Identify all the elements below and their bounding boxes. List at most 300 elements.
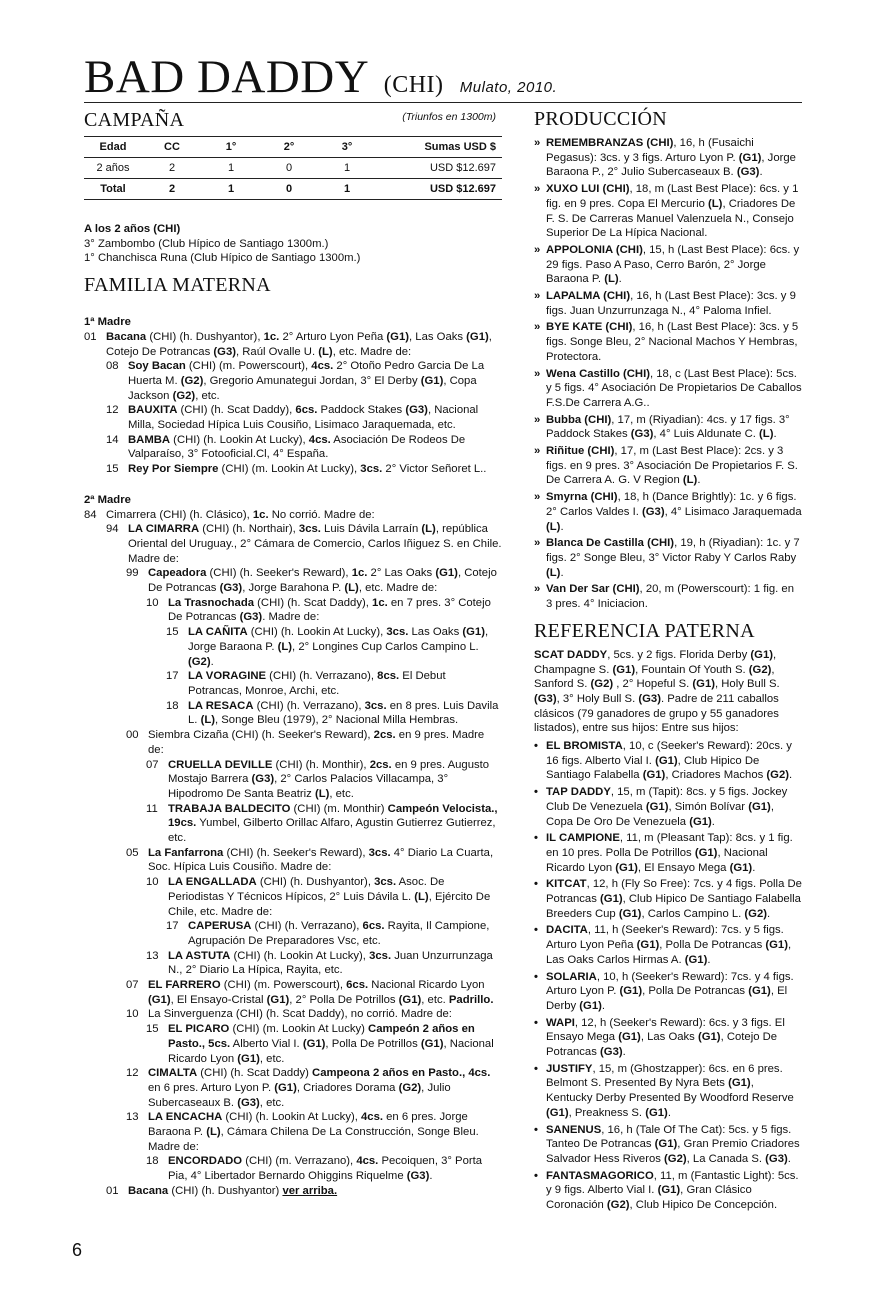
- triunfos-note: (Triunfos en 1300m): [402, 111, 496, 123]
- text-span: , 17, m (Riyadian): 4cs. y 17 figs. 3° Paddock Stakes: [546, 413, 790, 441]
- text-span: , Polla De Potrancas: [659, 939, 766, 952]
- text-span: , Copa Jackson: [128, 374, 477, 402]
- horse-name: APPOLONIA (CHI): [546, 243, 643, 256]
- text-span: .: [618, 273, 622, 286]
- offspring-item: [534, 1016, 802, 1060]
- text-bold: 3cs.: [360, 463, 383, 476]
- campana-detail: [84, 222, 502, 266]
- offspring-item: [534, 1123, 802, 1167]
- age-heading: A los 2 años (CHI): [84, 223, 181, 235]
- grade-badge: (G1): [615, 861, 638, 874]
- horse-name: REMEMBRANZAS (CHI): [546, 137, 674, 149]
- text-span: Cimarrera (CHI) (h. Clásico),: [106, 508, 253, 521]
- table-cell: 1: [227, 161, 235, 174]
- text-span: , 20, m (Powerscourt): 1 fig. en 3 pres. 4° Iniciacion.: [546, 583, 794, 611]
- text-span: .: [787, 1153, 791, 1165]
- madre1-children: [84, 359, 502, 477]
- entry-year: 08: [106, 360, 119, 373]
- production-text: [546, 289, 802, 318]
- text-span: , Jorge Baraona P., 2° Julio Subercaseaux B.: [546, 151, 796, 179]
- production-item: [534, 490, 802, 534]
- ver-arriba-link[interactable]: ver arriba.: [282, 1184, 338, 1197]
- text-span: , Gran Clásico Coronación: [546, 1184, 752, 1212]
- text-span: , El Ensayo Mega: [637, 861, 730, 874]
- text-span: , Las Oaks Carlos Hirmas A.: [546, 939, 792, 966]
- production-item: [534, 182, 802, 241]
- horse-name: Smyrna (CHI): [546, 491, 618, 504]
- campana-table: [84, 136, 502, 200]
- horse-name: IL CAMPIONE: [546, 832, 620, 845]
- text-span: .: [752, 861, 756, 874]
- production-item: [534, 289, 802, 318]
- text-span: , Polla De Potrancas: [642, 985, 749, 998]
- referencia-list: [534, 739, 802, 1213]
- grade-badge: (G1): [654, 1138, 678, 1151]
- horse-name: XUXO LUI (CHI): [546, 183, 630, 196]
- col-cc: CC: [142, 137, 202, 158]
- bullet-icon: •: [534, 1123, 538, 1136]
- text-span: , etc. Madre de:: [332, 345, 412, 358]
- sire-name: SCAT DADDY: [534, 648, 608, 661]
- entry-text: [128, 403, 502, 432]
- table-row: [84, 158, 502, 179]
- horse-name: BAUXITA: [128, 404, 178, 417]
- grade-badge: (G3): [638, 692, 661, 705]
- text-span: .: [601, 999, 606, 1012]
- arrow-bullet-icon: »: [534, 367, 541, 380]
- entry-year: 15: [106, 463, 119, 476]
- text-span: , Las Oaks: [409, 330, 467, 343]
- arrow-bullet-icon: »: [534, 445, 541, 458]
- text-span: (CHI) (m. Powerscourt),: [185, 360, 312, 373]
- table-cell: USD $12.697: [376, 179, 502, 200]
- grade-badge: (G1): [692, 678, 715, 691]
- text-span: .: [697, 474, 701, 487]
- production-text: [546, 136, 802, 180]
- grade-badge: (G1): [655, 754, 678, 767]
- grade-badge: (G1): [612, 663, 636, 676]
- text-bold: (L): [759, 428, 774, 441]
- text-span: , Club Hipico De Santiago Falabella: [546, 754, 760, 782]
- col-first: 1°: [202, 137, 260, 158]
- arrow-bullet-icon: »: [534, 537, 541, 550]
- text-bold: (G3): [641, 505, 665, 518]
- grade-badge: (G1): [645, 800, 669, 813]
- grade-badge: (G1): [600, 893, 623, 906]
- grade-badge: (G1): [618, 1031, 641, 1044]
- table-cell: 0: [285, 161, 293, 174]
- text-span: , Preakness S.: [568, 1106, 646, 1119]
- grade-badge: (G1): [765, 939, 788, 952]
- horse-name: TAP DADDY: [546, 786, 611, 799]
- text-bold: (L): [682, 474, 698, 487]
- text-span: , 4° Luis Aldunate C.: [653, 428, 760, 441]
- offspring-text: [546, 785, 802, 829]
- descendant-entry: [106, 433, 502, 462]
- production-text: [546, 490, 802, 534]
- horse-country: (CHI): [383, 72, 444, 98]
- text-span: Asociación De Rodeos De Valparaíso, 3° Fotooficial.Cl, 4° España.: [128, 433, 466, 461]
- horse-name: Wena Castillo (CHI): [546, 367, 650, 380]
- text-span: , 4° Lisimaco Jaraquemada: [664, 505, 802, 518]
- text-span: Paddock Stakes: [317, 404, 406, 417]
- production-text: [546, 182, 802, 241]
- page-number: 6: [72, 1240, 83, 1260]
- horse-name: Van Der Sar (CHI): [546, 583, 640, 596]
- production-item: [534, 413, 802, 442]
- grade-badge: (G1): [728, 1077, 751, 1090]
- descendant-entry: 11 TRABAJA BALDECITO (CHI) (m. Monthir) Campeón Velocista., 19cs. Yumbel, Gilberto Orillac Alfaro, Agustin Gutierrez Gutierrez, etc.: [146, 802, 498, 845]
- table-cell: USD $12.697: [429, 161, 496, 174]
- text-span: , 18, h (Dance Brightly): 1c. y 6 figs. 2° Carlos Valdes I.: [546, 491, 797, 518]
- campana-header: [84, 106, 502, 136]
- text-span: , 19, h (Riyadian): 1c. y 7 figs. 2° Songe Bleu, 3° Victor Raby Y Carlos Raby: [546, 537, 800, 564]
- text-span: 2° Arturo Lyon Peña: [279, 330, 387, 343]
- text-span: , Holy Bull S.: [715, 678, 780, 691]
- arrow-bullet-icon: »: [534, 583, 541, 596]
- grade-badge: (G1): [546, 1106, 569, 1119]
- race-line: 3° Zambombo (Club Hípico de Santiago 1300m.): [84, 237, 329, 250]
- table-cell: 2 años: [96, 161, 130, 174]
- table-cell: 0: [260, 179, 318, 200]
- text-span: , 5cs. y 2 figs. Florida Derby: [607, 648, 751, 661]
- horse-subtitle: Mulato, 2010.: [459, 79, 558, 96]
- text-span: .: [711, 815, 715, 828]
- text-bold: (L): [546, 566, 561, 579]
- text-span: , 10, h (Seeker's Reward): 7cs. y 4 figs. Arturo Lyon P.: [546, 970, 794, 998]
- text-span: (CHI) (h. Scat Daddy),: [177, 404, 296, 417]
- horse-name: EL BROMISTA: [546, 740, 623, 753]
- text-span: , Raúl Ovalle U.: [236, 345, 319, 358]
- entry-text: [128, 359, 502, 403]
- text-bold: 6cs.: [295, 404, 318, 417]
- grade-badge: (G1): [657, 1184, 681, 1197]
- offspring-text: [546, 970, 802, 1014]
- horse-name: Soy Bacan: [128, 360, 186, 373]
- grade-badge: (G1): [689, 815, 712, 828]
- sire-summary: [534, 649, 780, 735]
- bullet-icon: •: [534, 970, 538, 983]
- text-bold: 1c.: [252, 508, 269, 521]
- text-bold: (G1): [466, 330, 489, 343]
- grade-badge: (G1): [729, 861, 753, 874]
- text-span: .: [560, 566, 564, 579]
- text-span: , Nacional Ricardo Lyon: [546, 846, 768, 874]
- horse-title: [84, 52, 557, 113]
- text-span: , Club Hipico De Santiago Falabella Breeders Cup: [546, 893, 801, 920]
- descendant-entry: 17 LA VORAGINE (CHI) (h. Verrazano), 8cs. El Debut Potrancas, Monroe, Archi, etc.: [166, 670, 446, 697]
- text-span: , Sanford S.: [534, 663, 775, 691]
- offspring-item: [534, 739, 802, 783]
- text-span: , Fountain Of Youth S.: [635, 663, 749, 676]
- horse-name: DACITA: [546, 924, 588, 937]
- text-bold: 4cs.: [308, 433, 331, 446]
- text-span: , Criadores De F. S. De Carreras Manuel Valenzuela N., Consejo Superior De La Hípica Nacional.: [546, 197, 796, 240]
- grade-badge: (G1): [619, 985, 643, 998]
- entry-year: 01: [84, 330, 97, 343]
- text-span: .: [759, 166, 763, 179]
- descendant-entry: 99 Capeadora (CHI) (h. Seeker's Reward), 1c. 2° Las Oaks (G1), Cotejo De Potrancas (G3), Jorge Barahona P. (L), etc. Madre de:: [126, 567, 497, 595]
- entry-text: [106, 508, 502, 523]
- grade-badge: (G1): [636, 939, 660, 952]
- page-header: [84, 52, 802, 103]
- grade-badge: (G1): [618, 907, 642, 920]
- table-cell: 1: [343, 161, 351, 174]
- text-span: , 11, h (Seeker's Reward): 7cs. y 5 figs. Arturo Lyon Peña: [546, 924, 784, 952]
- production-item: [534, 367, 802, 411]
- horse-name: JUSTIFY: [546, 1062, 593, 1075]
- offspring-item: [534, 1169, 802, 1213]
- bullet-icon: •: [534, 1016, 538, 1029]
- production-item: [534, 536, 802, 580]
- text-span: . Padre de 211 caballos clásicos (79 ganadores de grupo y 55 ganadores listados), entre sus hijos: Entre sus hijos:: [534, 692, 779, 735]
- table-cell: 1: [318, 179, 376, 200]
- descendant-entry: [106, 359, 502, 403]
- offspring-item: [534, 831, 802, 875]
- text-span: , 2° Hopeful S.: [613, 678, 693, 691]
- madre2-entry: [84, 508, 502, 523]
- text-span: , 18, c (Last Best Place): 5cs. y 5 figs. 4° Asociación De Propietarios De Caballos F.S.De Carrera A.G..: [546, 367, 802, 409]
- col-second: 2°: [260, 137, 318, 158]
- production-text: [546, 582, 802, 611]
- arrow-bullet-icon: »: [534, 321, 541, 334]
- text-span: 2° Victor Señoret L..: [382, 463, 487, 476]
- grade-badge: (G2): [766, 769, 790, 782]
- offspring-text: [546, 923, 802, 967]
- grade-badge: (G1): [748, 985, 771, 998]
- text-span: , Las Oaks: [640, 1031, 698, 1044]
- horse-name: SANENUS: [546, 1123, 602, 1136]
- bullet-icon: •: [534, 1169, 538, 1182]
- grade-badge: (G3): [765, 1153, 788, 1165]
- text-span: , El Derby: [546, 985, 788, 1012]
- horse-name: LAPALMA (CHI): [546, 290, 631, 303]
- horse-name: BYE KATE (CHI): [546, 321, 633, 334]
- bullet-icon: •: [534, 832, 538, 845]
- horse-name: Riñitue (CHI): [546, 445, 615, 458]
- text-span: , La Canada S.: [686, 1153, 766, 1165]
- arrow-bullet-icon: »: [534, 290, 541, 303]
- table-cell: 2: [142, 179, 202, 200]
- text-span: .: [667, 1106, 671, 1119]
- left-column: [84, 106, 502, 1199]
- text-span: , Champagne S.: [534, 648, 777, 676]
- descendant-entry: 07 CRUELLA DEVILLE (CHI) (h. Monthir), 2cs. en 9 pres. Augusto Mostajo Barrera (G3), 2° Carlos Palacios Villacampa, 3° Hipodromo De Santa Beatriz (L), etc.: [146, 758, 490, 800]
- table-cell: 2: [168, 161, 176, 174]
- text-bold: (L): [708, 197, 723, 210]
- text-bold: (L): [546, 520, 561, 533]
- horse-name: KITCAT: [546, 878, 587, 891]
- production-text: [546, 243, 802, 287]
- col-third: 3°: [318, 137, 376, 158]
- campana-title: CAMPAÑA: [84, 109, 185, 131]
- text-span: .: [789, 769, 793, 782]
- horse-name: Rey Por Siempre: [128, 463, 219, 476]
- text-span: .: [767, 907, 771, 920]
- production-text: [546, 320, 802, 364]
- text-span: , 10, c (Seeker's Reward): 20cs. y 16 figs. Alberto Vial I.: [546, 740, 792, 767]
- text-span: , Criadores Machos: [665, 769, 767, 782]
- descendant-entry: 01 Bacana (CHI) (h. Dushyantor) ver arriba.: [106, 1184, 338, 1197]
- offspring-item: [534, 923, 802, 967]
- descendant-entry: 94 LA CIMARRA (CHI) (h. Northair), 3cs. Luis Dávila Larraín (L), república Oriental del Uruguay., 2° Cámara de Comercio, Carlos Iñiguez S. en Chile. Madre de:: [106, 523, 502, 565]
- horse-name: Bubba (CHI): [546, 413, 612, 426]
- grade-badge: (G2): [606, 1199, 630, 1212]
- descendant-entry: 05 La Fanfarrona (CHI) (h. Seeker's Reward), 3cs. 4° Diario La Cuarta, Soc. Hípica Luis Cousiño. Madre de:: [126, 846, 494, 874]
- text-span: , Club Hipico De Concepción.: [629, 1199, 778, 1212]
- madre2-heading: 2ª Madre: [84, 493, 131, 506]
- text-span: , 12, h (Fly So Free): 7cs. y 4 figs. Polla De Potrancas: [546, 878, 802, 906]
- text-span: , Copa De Oro De Venezuela: [546, 800, 774, 828]
- text-span: , Gregorio Amunategui Jordan, 3° El Derby: [203, 374, 421, 387]
- production-text: [546, 413, 802, 442]
- col-edad: Edad: [84, 137, 142, 158]
- text-bold: (G3): [213, 345, 236, 358]
- grade-badge: (G2): [590, 678, 614, 691]
- horse-name: Blanca De Castilla (CHI): [546, 537, 675, 550]
- descendant-entry: 07 EL FARRERO (CHI) (m. Powerscourt), 6cs. Nacional Ricardo Lyon (G1), El Ensayo-Cristal (G1), 2° Polla De Potrillos (G1), etc. Padrillo.: [126, 979, 494, 1006]
- entry-year: 12: [106, 404, 119, 417]
- descendant-entry: 18 LA RESACA (CHI) (h. Verrazano), 3cs. en 8 pres. Luis Davila L. (L), Songe Bleu (1979), 2° Nacional Milla Hembras.: [166, 699, 499, 727]
- production-text: [546, 367, 802, 411]
- referencia-intro: [534, 648, 802, 736]
- grade-badge: (G1): [697, 1031, 721, 1044]
- text-span: (CHI) (m. Lookin At Lucky),: [218, 463, 361, 476]
- bullet-icon: •: [534, 786, 538, 799]
- text-bold: (G3): [736, 166, 760, 179]
- offspring-item: [534, 877, 802, 921]
- table-header-row: [84, 137, 502, 158]
- text-bold: (G1): [386, 330, 410, 343]
- horse-name: SOLARIA: [546, 970, 597, 983]
- table-cell: 1: [202, 179, 260, 200]
- descendant-entry: 17 CAPERUSA (CHI) (h. Verrazano), 6cs. Rayita, Il Campione, Agrupación De Preparadores Vsc, etc.: [166, 920, 490, 947]
- text-bold: (G1): [738, 151, 762, 164]
- referencia-title: REFERENCIA PATERNA: [534, 619, 755, 642]
- grade-badge: (G1): [645, 1106, 668, 1119]
- arrow-bullet-icon: »: [534, 137, 541, 149]
- grade-badge: (G1): [579, 999, 602, 1012]
- production-item: [534, 243, 802, 287]
- descendant-entry: 13 LA ASTUTA (CHI) (h. Lookin At Lucky), 3cs. Juan Unzurrunzaga N., 2° Diario La Hípica, Rayita, etc.: [146, 949, 493, 977]
- text-span: (CHI) (h. Dushyantor),: [146, 330, 264, 343]
- text-span: , etc.: [195, 389, 220, 402]
- text-span: .: [773, 428, 777, 441]
- production-item: [534, 320, 802, 364]
- text-span: , Simón Bolívar: [668, 800, 749, 813]
- produccion-title: PRODUCCIÓN: [534, 108, 668, 130]
- text-span: , Cotejo De Potrancas: [106, 330, 492, 358]
- descendant-entry: 13 LA ENCACHA (CHI) (h. Lookin At Lucky), 4cs. en 6 pres. Jorge Baraona P. (L), Cámara Chilena De La Construcción, Songe Bleu. Madre de:: [126, 1111, 479, 1153]
- bullet-icon: •: [534, 878, 538, 891]
- text-span: , 12, h (Seeker's Reward): 6cs. y 3 figs. El Ensayo Mega: [546, 1016, 785, 1044]
- familia-title: FAMILIA MATERNA: [84, 274, 271, 297]
- grade-badge: (G2): [748, 663, 772, 676]
- entry-text: [106, 330, 502, 359]
- horse-name: BAD DADDY: [84, 51, 368, 103]
- bullet-icon: •: [534, 740, 538, 753]
- production-text: [546, 444, 802, 488]
- text-span: , 16, h (Last Best Place): 3cs. y 5 figs. Songe Bleu, 2° Nacional Machos Y Hembras, Protectora.: [546, 321, 799, 363]
- entry-year: 84: [84, 508, 97, 521]
- madre2-section: [84, 493, 502, 1199]
- offspring-text: [546, 1169, 802, 1213]
- production-item: [534, 444, 802, 488]
- grade-badge: (G1): [748, 800, 771, 813]
- offspring-item: [534, 785, 802, 829]
- text-bold: 1c.: [263, 330, 280, 343]
- bullet-icon: •: [534, 1062, 538, 1075]
- text-span: .: [560, 520, 564, 533]
- arrow-bullet-icon: »: [534, 491, 541, 504]
- descendant-entry: [106, 462, 502, 477]
- horse-name: BAMBA: [128, 433, 171, 446]
- madre1-entry: [84, 330, 502, 359]
- race-line: 1° Chanchisca Runa (Club Hípico de Santiago 1300m.): [84, 252, 361, 265]
- grade-badge: (G1): [694, 846, 718, 859]
- offspring-text: [546, 1016, 802, 1060]
- grade-badge: (G2): [744, 907, 768, 920]
- text-bold: (G1): [420, 374, 444, 387]
- grade-badge: (G2): [664, 1153, 687, 1165]
- text-span: , 11, m (Pleasant Tap): 8cs. y 1 fig. en 10 pres. Polla De Potrillos: [546, 832, 793, 859]
- text-span: , 15, h (Last Best Place): 6cs. y 29 figs. Paso A Paso, Cerro Barón, 2° Jorge Baraona P.: [546, 243, 800, 286]
- text-bold: (L): [604, 273, 619, 286]
- text-span: , Kentucky Derby Presented By Woodford Reserve: [546, 1077, 794, 1105]
- text-span: , Gran Premio Criadores Salvador Hess Riveros: [546, 1138, 800, 1165]
- descendant-entry: 10 LA ENGALLADA (CHI) (h. Dushyantor), 3cs. Asoc. De Periodistas Y Técnicos Hípicos, 2° Luis Dávila L. (L), Ejército De Chile, etc. Madre de:: [146, 876, 491, 918]
- text-span: , 3° Holy Bull S.: [556, 692, 639, 705]
- produccion-list: [534, 136, 802, 612]
- dam-name: Bacana: [106, 330, 147, 343]
- offspring-item: [534, 1062, 802, 1121]
- grade-badge: (G1): [750, 648, 773, 661]
- text-span: , Nacional Milla, Sociedad Hípica Luis Cousiño, Lisimaco Jaraquemada, etc.: [128, 404, 479, 432]
- offspring-text: [546, 831, 802, 875]
- production-item: [534, 136, 802, 180]
- descendant-entry: [106, 403, 502, 432]
- arrow-bullet-icon: »: [534, 413, 541, 426]
- right-column: [534, 106, 802, 1215]
- bullet-icon: •: [534, 924, 538, 937]
- arrow-bullet-icon: »: [534, 183, 541, 196]
- text-bold: (G2): [172, 389, 196, 402]
- text-span: , 15, m (Ghostzapper): 6cs. en 6 pres. Belmont S. Presented By Nyra Bets: [546, 1062, 783, 1090]
- text-span: .: [622, 1046, 626, 1059]
- grade-badge: (G3): [600, 1046, 623, 1059]
- text-span: , 18, m (Last Best Place): 6cs. y 1 fig. en 9 pres. Copa El Mercurio: [546, 183, 799, 210]
- horse-name: WAPI: [546, 1016, 575, 1029]
- descendant-entry: 15 LA CAÑITA (CHI) (h. Lookin At Lucky), 3cs. Las Oaks (G1), Jorge Baraona P. (L), 2° Longines Cup Carlos Campino L. (G2).: [166, 626, 489, 668]
- descendant-entry: 10 La Trasnochada (CHI) (h. Scat Daddy), 1c. en 7 pres. 3° Cotejo De Potrancas (G3). Madre de:: [146, 596, 491, 624]
- descendant-entry: 00 Siembra Cizaña (CHI) (h. Seeker's Reward), 2cs. en 9 pres. Madre de:: [126, 729, 485, 756]
- descendant-entry: 15 EL PICARO (CHI) (m. Lookin At Lucky) Campeón 2 años en Pasto., 5cs. Alberto Vial I. (G1), Polla De Potrillos (G1), Nacional Ricardo Lyon (G1), etc.: [146, 1023, 494, 1065]
- descendant-entry: 10 La Sinverguenza (CHI) (h. Scat Daddy), no corrió. Madre de:: [126, 1008, 452, 1021]
- text-span: , 16, h (Tale Of The Cat): 5cs. y 5 figs. Tanteo De Potrancas: [546, 1123, 792, 1151]
- descendant-entry: 18 ENCORDADO (CHI) (m. Verrazano), 4cs. Pecoiquen, 3° Porta Pia, 4° Libertador Bernardo Ohiggins Riquelme (G3).: [146, 1155, 483, 1183]
- production-text: [546, 536, 802, 580]
- entry-year: 14: [106, 433, 119, 446]
- madre1-section: [84, 315, 502, 477]
- offspring-text: [546, 1123, 802, 1167]
- text-span: .: [707, 953, 711, 966]
- descendant-entry: 12 CIMALTA (CHI) (h. Scat Daddy) Campeona 2 años en Pasto., 4cs. en 6 pres. Arturo Lyon P. (G1), Criadores Dorama (G2), Julio Subercaseaux B. (G3), etc.: [126, 1067, 491, 1109]
- text-bold: (L): [318, 345, 333, 358]
- text-span: , Carlos Campino L.: [641, 907, 745, 920]
- table-cell: Total: [84, 179, 142, 200]
- arrow-bullet-icon: »: [534, 243, 541, 256]
- text-bold: (G3): [405, 404, 428, 417]
